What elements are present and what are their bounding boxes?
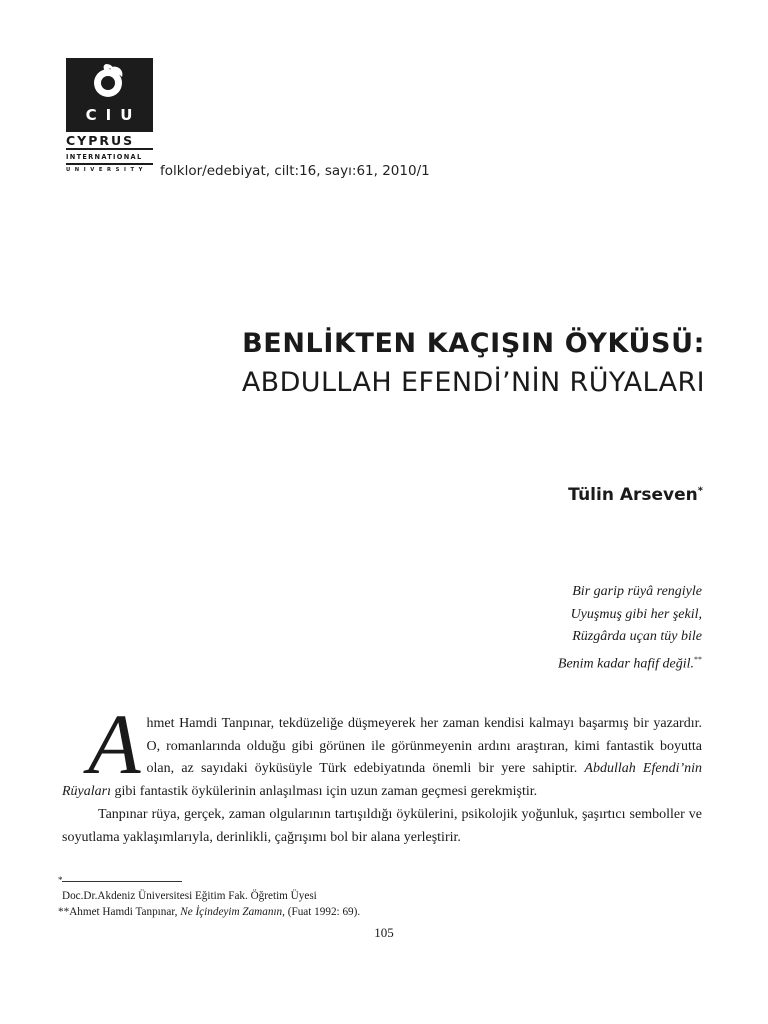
author-footnote-mark[interactable]: * [697, 485, 703, 497]
journal-info: folklor/edebiyat, cilt:16, sayı:61, 2010/1 [160, 163, 430, 179]
footnote-2-mark: ** [58, 906, 70, 918]
logo-acronym: CIU [85, 106, 142, 124]
page-number: 105 [374, 925, 394, 940]
drop-cap: A [88, 696, 141, 792]
epigraph-line: Bir garip rüyâ rengiyle [572, 584, 702, 599]
epigraph-line-text: Benim kadar hafif değil. [557, 656, 694, 672]
author-name-text: Tülin Arseven [568, 485, 698, 505]
footnote-2 [58, 904, 360, 920]
logo-emblem [66, 58, 153, 132]
university-logo [66, 58, 153, 175]
paragraph-1 [62, 696, 703, 804]
footnotes [58, 872, 360, 920]
footnote-1-mark: * [58, 875, 63, 885]
paragraph-1-text-end: gibi fantastik öykülerinin anlaşılması için uzun zaman geçmesi gerekmiştir. [111, 784, 538, 800]
logo-line3: UNIVERSITY [66, 167, 147, 173]
story-title-reference: Abdullah Efendi’nin Rüyaları [62, 761, 703, 800]
epigraph-line [558, 649, 702, 676]
footnote-2-text: Ahmet Hamdi Tanpınar, [69, 906, 181, 918]
logo-line2: INTERNATIONAL [66, 152, 153, 165]
epigraph-footnote-mark[interactable]: ** [694, 655, 702, 665]
paragraph-2: Tanpınar rüya, gerçek, zaman olgularının tartışıldığı öykülerini, psikolojik yoğunluk, şaşırtıcı semboller ve soyutlama yaklaşımlarıyla, derinlikli, çağrışımı bol bir alana yerleştirir. [62, 806, 702, 845]
epigraph [558, 581, 702, 676]
flame-emblem-icon [91, 63, 127, 99]
logo-name: CYPRUS [66, 134, 153, 150]
article-title: BENLİKTEN KAÇIŞIN ÖYKÜSÜ: [242, 328, 705, 359]
article-subtitle: ABDULLAH EFENDİ’NİN RÜYALARI [241, 367, 705, 398]
footnote-1: Doc.Dr.Akdeniz Üniversitesi Eğitim Fak. Öğretim Üyesi [62, 890, 317, 902]
author-name [568, 485, 703, 505]
paragraph-1-text: hmet Hamdi Tanpınar, tekdüzeliğe düşmeyerek her zaman kendisi kalmayı başarmış bir yazardır. O, romanlarında olduğu gibi görünen ile görünmeyenin ardını araştıran, kimi fantastik boyutta olan, az sayıdaki öyküsüyle Türk edebiyatında önemli bir yere sahiptir. [146, 716, 702, 777]
footnote-2-citation: , (Fuat 1992: 69). [282, 906, 361, 918]
epigraph-line: Rüzgârda uçan tüy bile [572, 629, 702, 645]
footnote-2-book-title: Ne İçindeyim Zamanın [180, 906, 283, 918]
epigraph-line: Uyuşmuş gibi her şekil, [570, 606, 702, 622]
article-body [62, 696, 703, 849]
